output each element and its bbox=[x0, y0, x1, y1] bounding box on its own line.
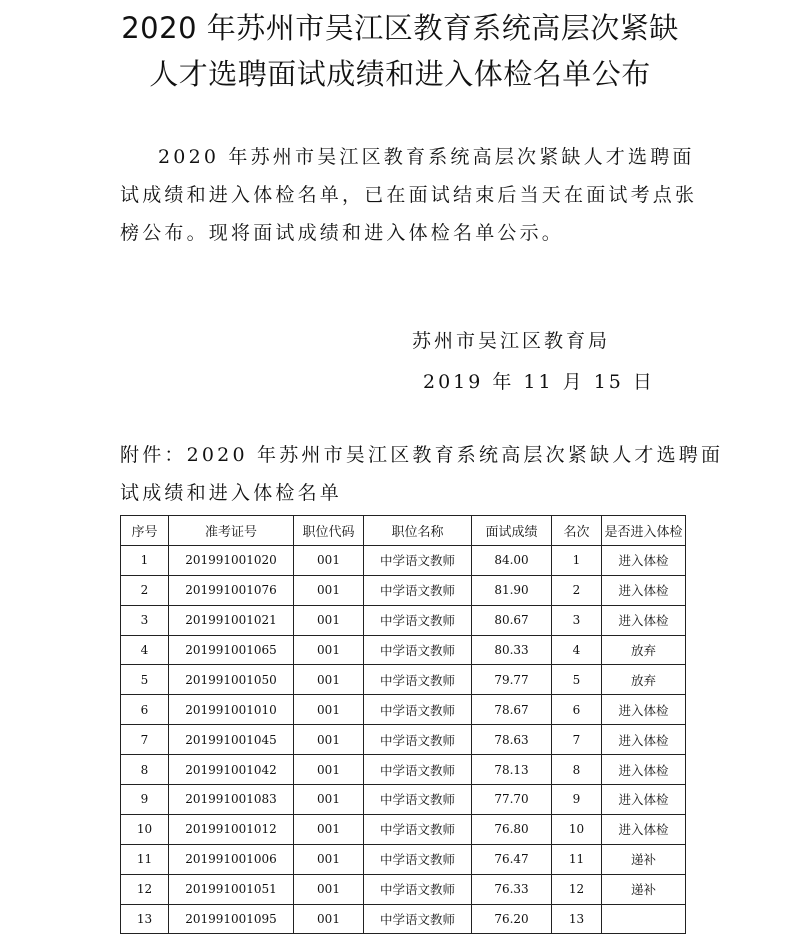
cell-position-code: 001 bbox=[294, 844, 364, 874]
body-line-2: 试成绩和进入体检名单，已在面试结束后当天在面试考点张 bbox=[120, 184, 698, 206]
table-row bbox=[121, 545, 686, 575]
cell-position-name: 中学语文教师 bbox=[364, 575, 472, 605]
cell-position-code: 001 bbox=[294, 605, 364, 635]
cell-exam-number: 201991001095 bbox=[169, 904, 294, 934]
cell-position-name: 中学语文教师 bbox=[364, 665, 472, 695]
cell-position-code: 001 bbox=[294, 814, 364, 844]
cell-rank: 12 bbox=[552, 874, 602, 904]
document-title-line-1: 2020 年苏州市吴江区教育系统高层次紧缺 bbox=[121, 11, 679, 45]
cell-index: 12 bbox=[121, 874, 169, 904]
header-position-code: 职位代码 bbox=[294, 516, 364, 546]
cell-index: 1 bbox=[121, 545, 169, 575]
cell-interview-score: 80.33 bbox=[472, 635, 552, 665]
cell-interview-score: 78.13 bbox=[472, 755, 552, 785]
cell-position-code: 001 bbox=[294, 904, 364, 934]
attachment-line-2: 试成绩和进入体检名单 bbox=[120, 482, 343, 504]
cell-rank: 10 bbox=[552, 814, 602, 844]
cell-index: 6 bbox=[121, 695, 169, 725]
signature-date: 2019 年 11 月 15 日 bbox=[423, 371, 655, 393]
table-row bbox=[121, 725, 686, 755]
attachment-caption bbox=[120, 436, 724, 512]
cell-position-name: 中学语文教师 bbox=[364, 785, 472, 815]
cell-physical-exam: 递补 bbox=[602, 874, 686, 904]
cell-physical-exam bbox=[602, 904, 686, 934]
cell-rank: 6 bbox=[552, 695, 602, 725]
cell-interview-score: 76.20 bbox=[472, 904, 552, 934]
table-row bbox=[121, 785, 686, 815]
cell-exam-number: 201991001021 bbox=[169, 605, 294, 635]
cell-position-code: 001 bbox=[294, 695, 364, 725]
cell-rank: 8 bbox=[552, 755, 602, 785]
header-index: 序号 bbox=[121, 516, 169, 546]
cell-physical-exam: 进入体检 bbox=[602, 785, 686, 815]
body-line-3: 榜公布。现将面试成绩和进入体检名单公示。 bbox=[120, 222, 565, 244]
cell-position-name: 中学语文教师 bbox=[364, 605, 472, 635]
cell-physical-exam: 进入体检 bbox=[602, 545, 686, 575]
cell-exam-number: 201991001045 bbox=[169, 725, 294, 755]
cell-interview-score: 81.90 bbox=[472, 575, 552, 605]
cell-index: 3 bbox=[121, 605, 169, 635]
table-row bbox=[121, 575, 686, 605]
cell-interview-score: 77.70 bbox=[472, 785, 552, 815]
cell-rank: 5 bbox=[552, 665, 602, 695]
cell-physical-exam: 进入体检 bbox=[602, 725, 686, 755]
table-row bbox=[121, 605, 686, 635]
results-table bbox=[120, 515, 686, 934]
cell-position-code: 001 bbox=[294, 874, 364, 904]
cell-index: 8 bbox=[121, 755, 169, 785]
table-row bbox=[121, 695, 686, 725]
header-interview-score: 面试成绩 bbox=[472, 516, 552, 546]
cell-interview-score: 76.47 bbox=[472, 844, 552, 874]
cell-position-name: 中学语文教师 bbox=[364, 635, 472, 665]
table-row bbox=[121, 874, 686, 904]
cell-rank: 7 bbox=[552, 725, 602, 755]
table-row bbox=[121, 755, 686, 785]
cell-position-code: 001 bbox=[294, 635, 364, 665]
header-rank: 名次 bbox=[552, 516, 602, 546]
table-row bbox=[121, 844, 686, 874]
cell-rank: 13 bbox=[552, 904, 602, 934]
header-position-name: 职位名称 bbox=[364, 516, 472, 546]
cell-rank: 9 bbox=[552, 785, 602, 815]
cell-interview-score: 76.80 bbox=[472, 814, 552, 844]
cell-index: 11 bbox=[121, 844, 169, 874]
cell-position-name: 中学语文教师 bbox=[364, 755, 472, 785]
cell-exam-number: 201991001076 bbox=[169, 575, 294, 605]
document-title-line-2: 人才选聘面试成绩和进入体检名单公布 bbox=[149, 57, 651, 91]
cell-position-name: 中学语文教师 bbox=[364, 904, 472, 934]
cell-position-code: 001 bbox=[294, 665, 364, 695]
cell-physical-exam: 进入体检 bbox=[602, 755, 686, 785]
signature-organization: 苏州市吴江区教育局 bbox=[412, 330, 611, 352]
cell-interview-score: 84.00 bbox=[472, 545, 552, 575]
cell-exam-number: 201991001051 bbox=[169, 874, 294, 904]
cell-interview-score: 76.33 bbox=[472, 874, 552, 904]
cell-index: 2 bbox=[121, 575, 169, 605]
cell-index: 7 bbox=[121, 725, 169, 755]
table-row bbox=[121, 904, 686, 934]
cell-position-code: 001 bbox=[294, 785, 364, 815]
cell-rank: 2 bbox=[552, 575, 602, 605]
cell-position-code: 001 bbox=[294, 575, 364, 605]
cell-physical-exam: 放弃 bbox=[602, 635, 686, 665]
cell-exam-number: 201991001042 bbox=[169, 755, 294, 785]
cell-physical-exam: 放弃 bbox=[602, 665, 686, 695]
cell-physical-exam: 进入体检 bbox=[602, 695, 686, 725]
cell-index: 5 bbox=[121, 665, 169, 695]
cell-index: 9 bbox=[121, 785, 169, 815]
cell-index: 10 bbox=[121, 814, 169, 844]
cell-rank: 3 bbox=[552, 605, 602, 635]
cell-physical-exam: 进入体检 bbox=[602, 814, 686, 844]
cell-rank: 11 bbox=[552, 844, 602, 874]
cell-rank: 1 bbox=[552, 545, 602, 575]
body-line-1: 2020 年苏州市吴江区教育系统高层次紧缺人才选聘面 bbox=[158, 146, 695, 168]
cell-exam-number: 201991001006 bbox=[169, 844, 294, 874]
header-physical-exam: 是否进入体检 bbox=[602, 516, 686, 546]
cell-interview-score: 80.67 bbox=[472, 605, 552, 635]
cell-interview-score: 78.67 bbox=[472, 695, 552, 725]
cell-position-name: 中学语文教师 bbox=[364, 725, 472, 755]
table-body bbox=[121, 545, 686, 934]
cell-interview-score: 78.63 bbox=[472, 725, 552, 755]
cell-position-name: 中学语文教师 bbox=[364, 695, 472, 725]
cell-position-name: 中学语文教师 bbox=[364, 844, 472, 874]
cell-exam-number: 201991001083 bbox=[169, 785, 294, 815]
cell-position-code: 001 bbox=[294, 755, 364, 785]
table-row bbox=[121, 814, 686, 844]
table-header-row bbox=[121, 516, 686, 546]
cell-physical-exam: 进入体检 bbox=[602, 605, 686, 635]
cell-position-code: 001 bbox=[294, 545, 364, 575]
cell-physical-exam: 进入体检 bbox=[602, 575, 686, 605]
cell-interview-score: 79.77 bbox=[472, 665, 552, 695]
cell-index: 13 bbox=[121, 904, 169, 934]
cell-exam-number: 201991001050 bbox=[169, 665, 294, 695]
cell-exam-number: 201991001020 bbox=[169, 545, 294, 575]
cell-exam-number: 201991001065 bbox=[169, 635, 294, 665]
table-row bbox=[121, 635, 686, 665]
cell-exam-number: 201991001010 bbox=[169, 695, 294, 725]
cell-position-code: 001 bbox=[294, 725, 364, 755]
attachment-line-1: 附件：2020 年苏州市吴江区教育系统高层次紧缺人才选聘面 bbox=[120, 444, 724, 466]
cell-index: 4 bbox=[121, 635, 169, 665]
cell-position-name: 中学语文教师 bbox=[364, 874, 472, 904]
body-paragraph bbox=[120, 138, 698, 252]
cell-rank: 4 bbox=[552, 635, 602, 665]
header-exam-number: 准考证号 bbox=[169, 516, 294, 546]
cell-position-name: 中学语文教师 bbox=[364, 814, 472, 844]
table-row bbox=[121, 665, 686, 695]
cell-physical-exam: 递补 bbox=[602, 844, 686, 874]
cell-exam-number: 201991001012 bbox=[169, 814, 294, 844]
cell-position-name: 中学语文教师 bbox=[364, 545, 472, 575]
